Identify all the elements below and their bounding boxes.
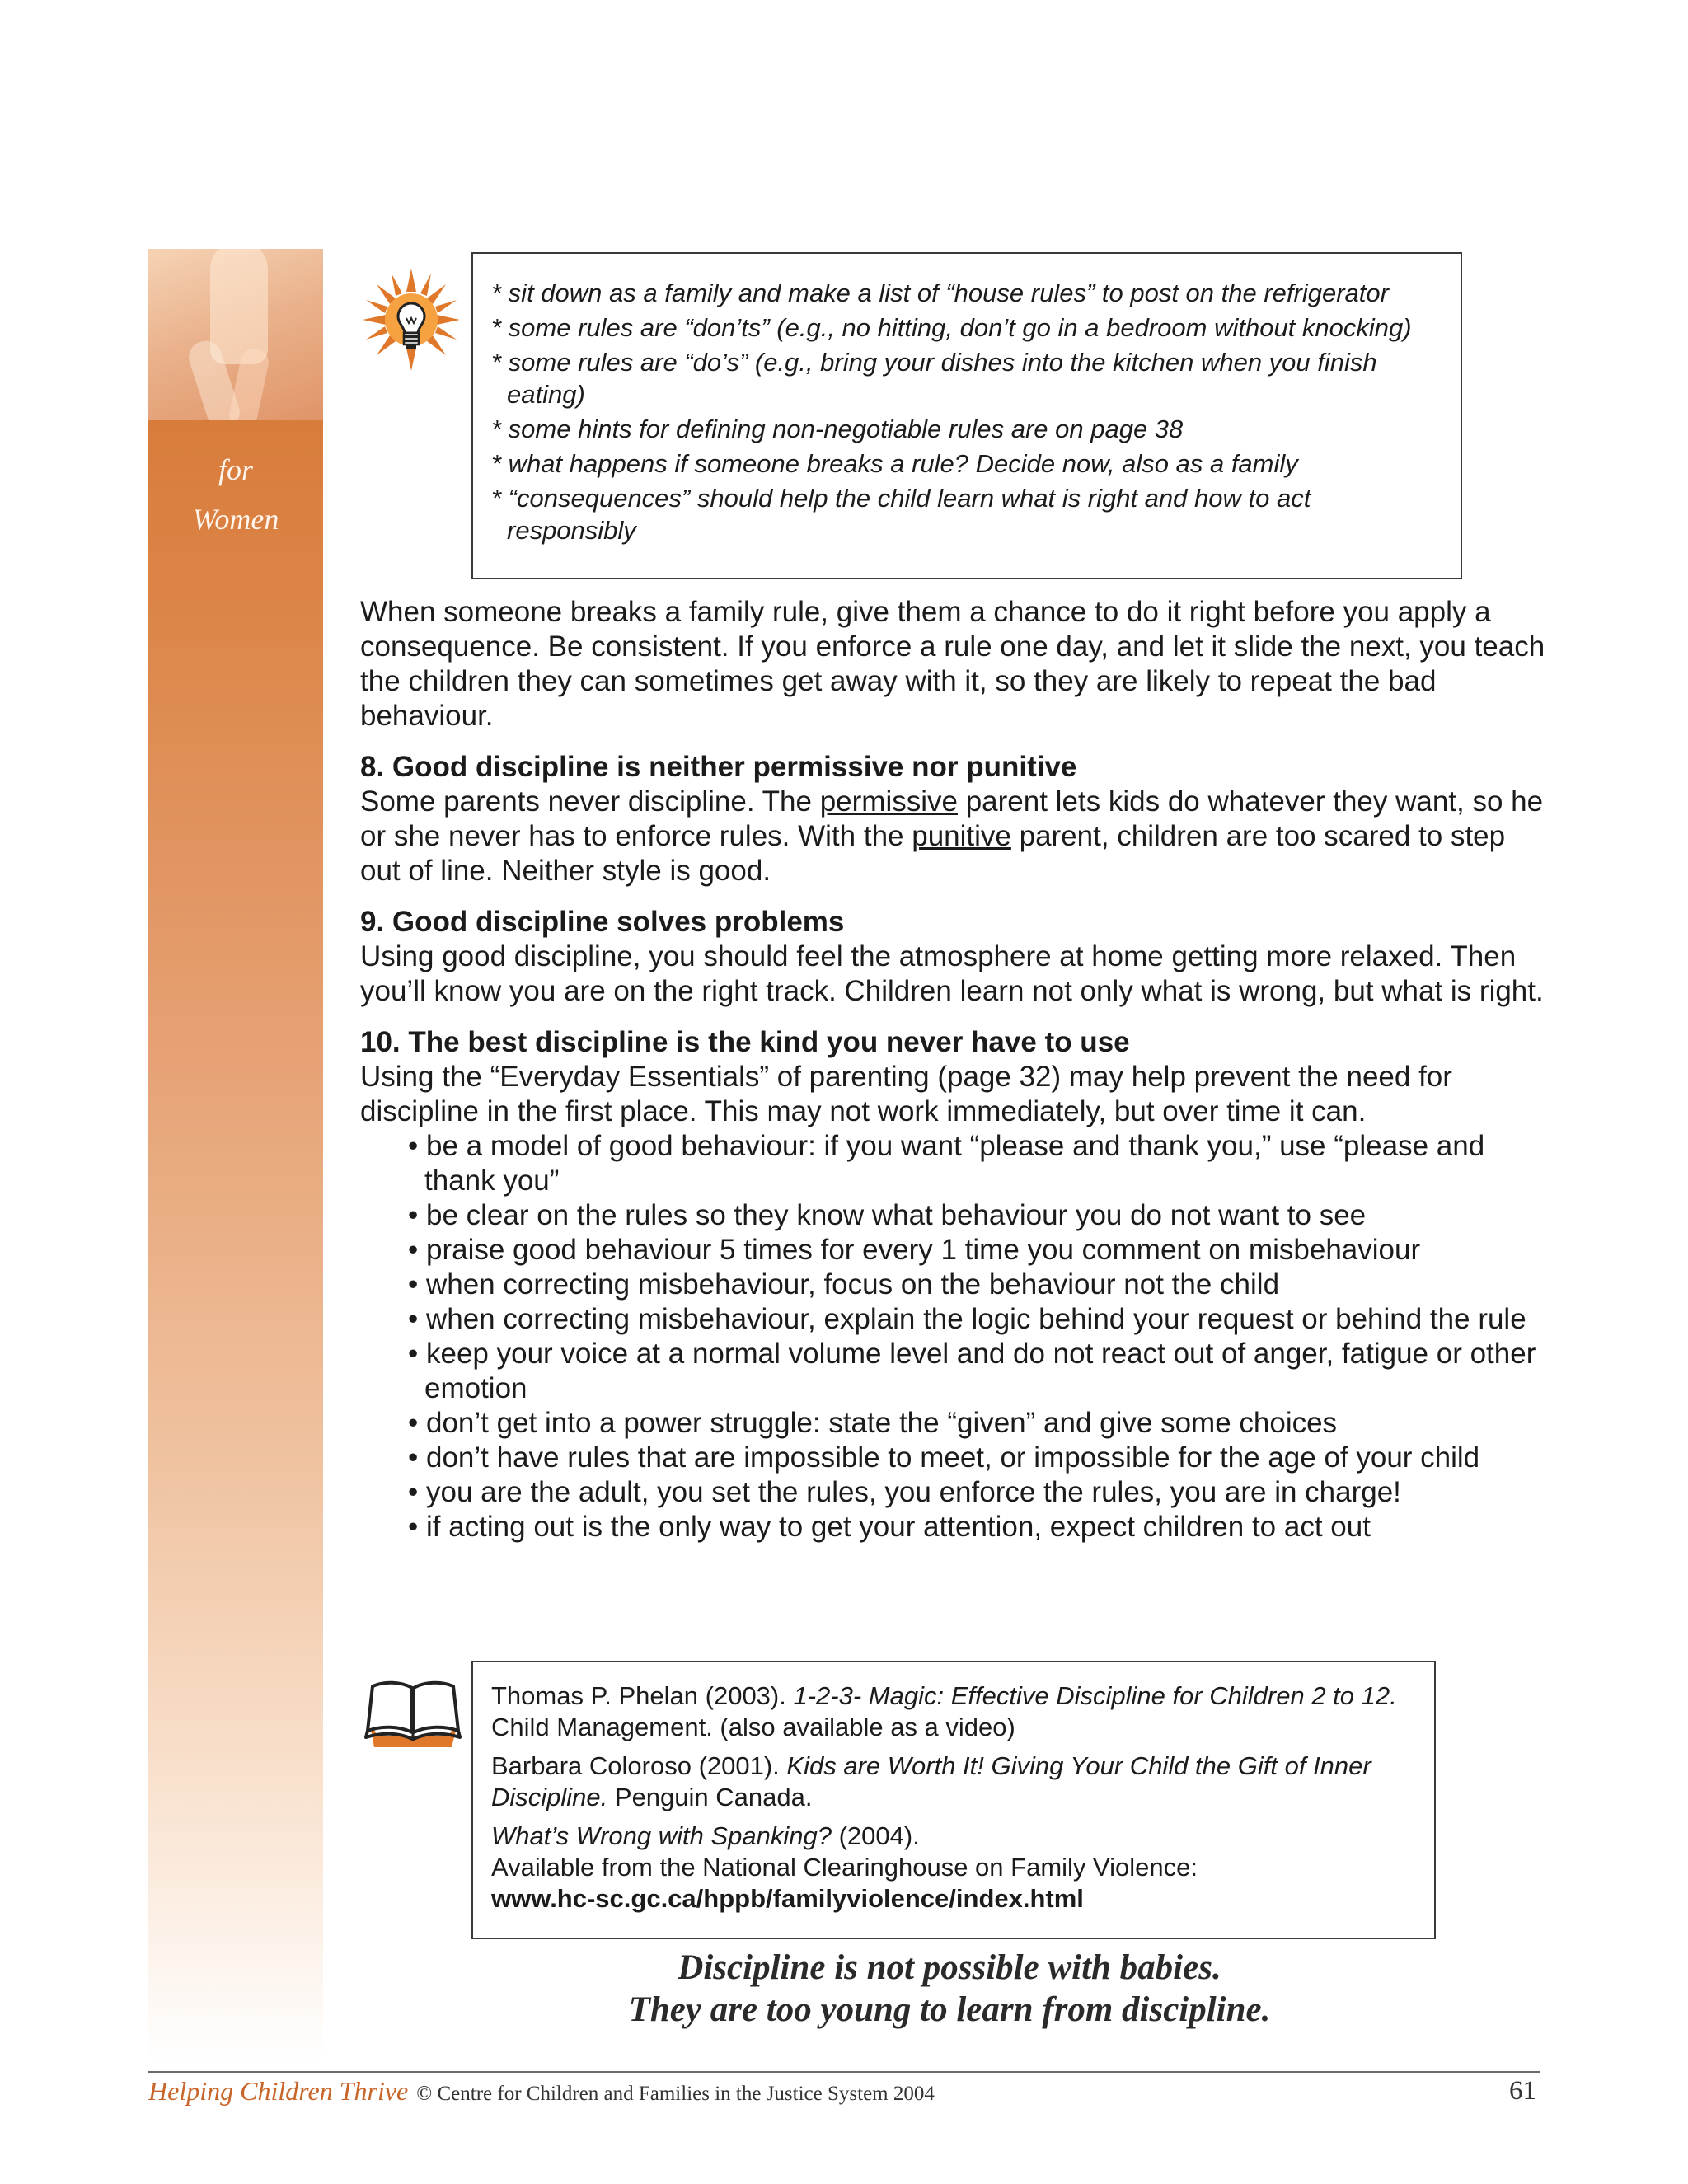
section-9-text: Using good discipline, you should feel the atmosphere at home getting more relaxed. Then you’ll know you are on the right track. Children learn not only what is wrong, but what is right. xyxy=(360,940,1544,1007)
resource-item xyxy=(491,1821,1418,1915)
resource-details: Penguin Canada. xyxy=(607,1783,813,1811)
resource-title: 1-2-3- Magic: Effective Discipline for Children 2 to 12. xyxy=(793,1681,1397,1710)
lightbulb-icon xyxy=(363,269,460,371)
sidebar-photo xyxy=(148,249,323,420)
sidebar-label-line2: Women xyxy=(192,503,279,536)
quote-line1: Discipline is not possible with babies. xyxy=(678,1948,1221,1987)
resource-item xyxy=(491,1750,1418,1813)
book-icon xyxy=(364,1678,462,1754)
resource-title: What’s Wrong with Spanking? xyxy=(491,1821,832,1850)
resource-item xyxy=(491,1680,1418,1743)
footer xyxy=(148,2076,1540,2109)
tips-box xyxy=(471,252,1462,579)
list-item: • don’t have rules that are impossible to meet, or impossible for the age of your child xyxy=(408,1441,1480,1474)
list-item: • when correcting misbehaviour, explain the logic behind your request or behind the rule xyxy=(408,1303,1526,1335)
resource-author: Thomas P. Phelan (2003). xyxy=(491,1681,794,1710)
section-8-text-b: parent lets kids do whatever they want, so he or she never has to enforce rules. With the xyxy=(360,785,1544,852)
footer-copyright: © Centre for Children and Families in the Justice System 2004 xyxy=(416,2083,935,2105)
tip-item: * sit down as a family and make a list of “house rules” to post on the refrigerator xyxy=(491,279,1389,307)
list-item: • be clear on the rules so they know what behaviour you do not want to see xyxy=(408,1199,1367,1231)
resource-title: Kids are Worth It! Giving Your Child the Gift of Inner Discipline. xyxy=(491,1751,1372,1811)
resources-box xyxy=(471,1661,1436,1939)
term-permissive: permissive xyxy=(819,785,958,818)
list-item: • be a model of good behaviour: if you want “please and thank you,” use “please and thank you” xyxy=(408,1130,1485,1197)
quote-line2: They are too young to learn from discipline. xyxy=(628,1990,1271,2029)
tips-bullet-list xyxy=(360,1129,1547,1544)
section-10-heading: 10. The best discipline is the kind you never have to use xyxy=(360,1026,1130,1058)
sidebar-label-line1: for xyxy=(218,453,253,486)
intro-paragraph: When someone breaks a family rule, give them a chance to do it right before you apply a consequence. Be consistent. If you enforce a rule one day, and let it slide the next, you teach the children they can sometimes get away with it, so they are likely to repeat the bad behaviour. xyxy=(360,596,1545,732)
page-number: 61 xyxy=(1509,2076,1536,2106)
list-item: • keep your voice at a normal volume level and do not react out of anger, fatigue or other emotion xyxy=(408,1338,1536,1404)
tip-item: * some rules are “do’s” (e.g., bring your dishes into the kitchen when you finish eating) xyxy=(491,348,1377,409)
section-10-text: Using the “Everyday Essentials” of parenting (page 32) may help prevent the need for discipline in the first place. This may not work immediately, but over time it can. xyxy=(360,1061,1452,1127)
sidebar xyxy=(148,249,323,2062)
tip-item: * some hints for defining non-negotiable rules are on page 38 xyxy=(491,415,1184,443)
main-text xyxy=(360,595,1547,1544)
section-10 xyxy=(360,1025,1547,1544)
section-9 xyxy=(360,905,1547,1009)
section-8-text-c: parent, children are too scared to step out of line. Neither style is good. xyxy=(360,820,1506,887)
section-9-heading: 9. Good discipline solves problems xyxy=(360,906,845,938)
term-punitive: punitive xyxy=(912,820,1011,852)
resource-author: Barbara Coloroso (2001). xyxy=(491,1751,787,1780)
list-item: • if acting out is the only way to get your attention, expect children to act out xyxy=(408,1511,1371,1543)
list-item: • don’t get into a power struggle: state the “given” and give some choices xyxy=(408,1407,1338,1439)
section-8-heading: 8. Good discipline is neither permissive nor punitive xyxy=(360,751,1077,783)
pull-quote xyxy=(471,1947,1428,2031)
resource-details: Child Management. (also available as a video) xyxy=(491,1713,1015,1741)
section-8-text xyxy=(360,785,1547,888)
tip-item: * some rules are “don’ts” (e.g., no hitting, don’t go in a bedroom without knocking) xyxy=(491,313,1412,342)
list-item: • when correcting misbehaviour, focus on the behaviour not the child xyxy=(408,1268,1280,1301)
list-item: • praise good behaviour 5 times for every 1 time you comment on misbehaviour xyxy=(408,1234,1421,1266)
resource-year: (2004). xyxy=(831,1821,920,1850)
section-8 xyxy=(360,750,1547,888)
resource-availability: Available from the National Clearinghouse on Family Violence: xyxy=(491,1853,1198,1882)
list-item: • you are the adult, you set the rules, you enforce the rules, you are in charge! xyxy=(408,1476,1401,1508)
section-8-text-a: Some parents never discipline. The xyxy=(360,785,820,818)
footer-divider xyxy=(148,2071,1540,2073)
footer-title: Helping Children Thrive xyxy=(148,2076,409,2106)
tip-item: * what happens if someone breaks a rule? Decide now, also as a family xyxy=(491,449,1298,478)
tip-item: * “consequences” should help the child learn what is right and how to act responsibly xyxy=(491,484,1311,545)
resource-url: www.hc-sc.gc.ca/hppb/familyviolence/index.html xyxy=(491,1884,1084,1913)
sidebar-label xyxy=(148,445,323,544)
